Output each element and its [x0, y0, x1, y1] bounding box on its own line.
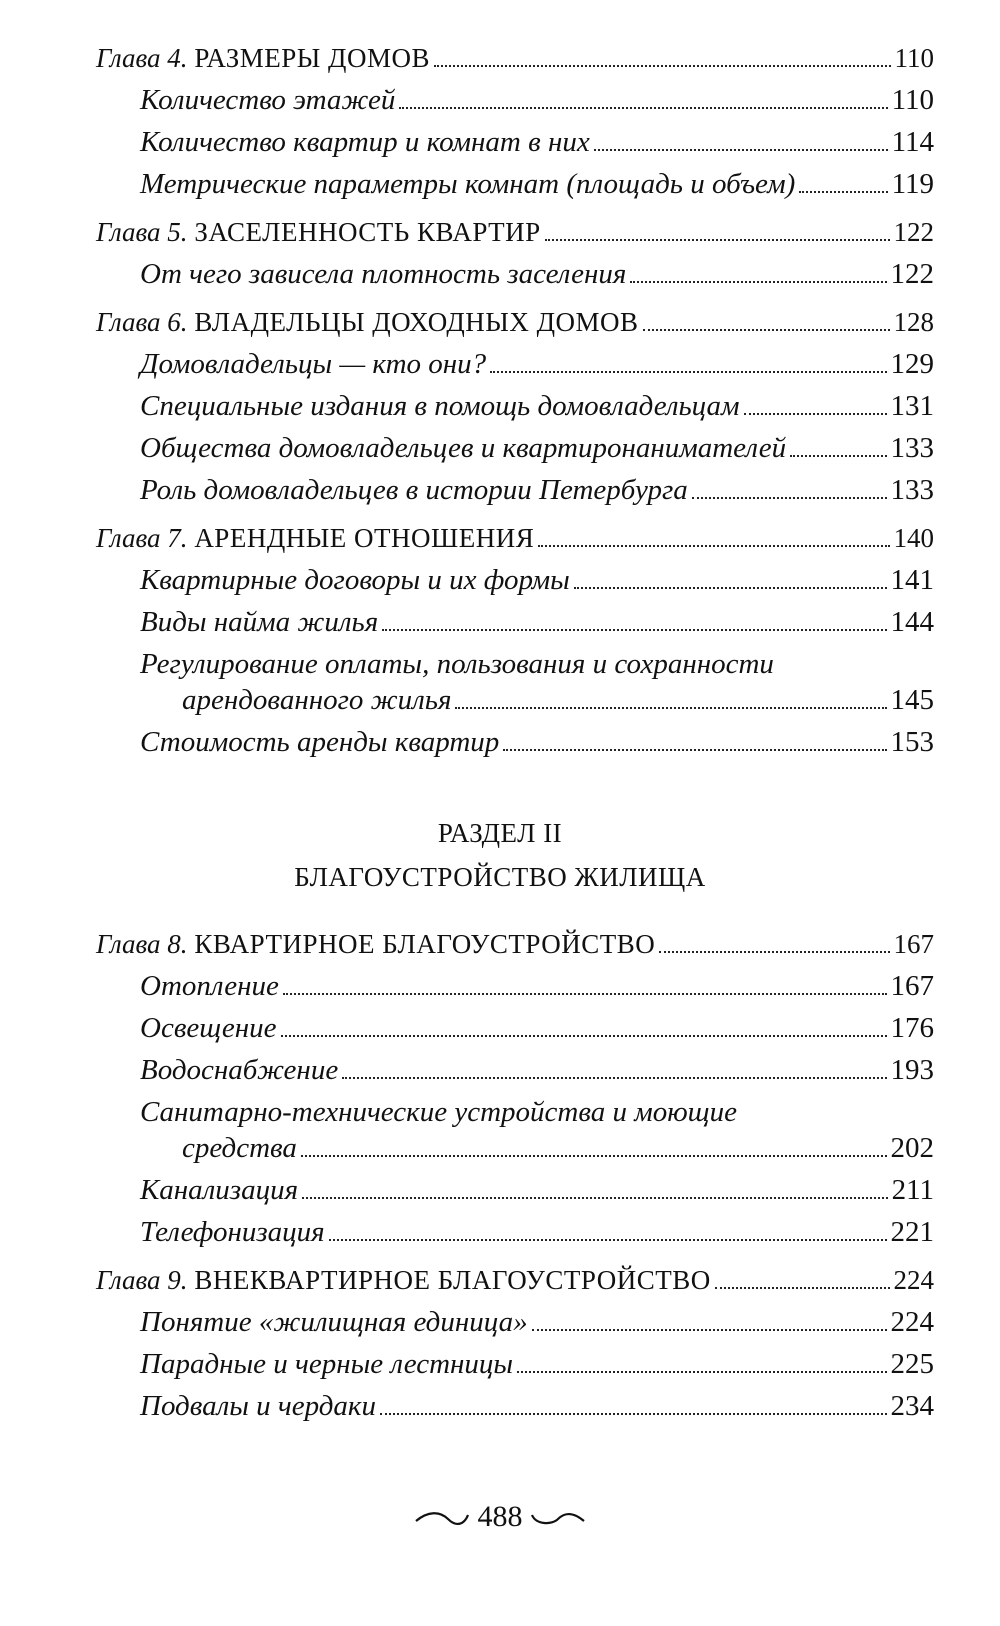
toc-chapter-entry — [96, 1262, 934, 1298]
entry-title-continuation: средства — [182, 1132, 297, 1164]
toc-subsection-entry — [96, 1388, 934, 1424]
toc-chapter-entry — [96, 214, 934, 250]
subsection-title: Стоимость аренды квартир — [140, 726, 500, 758]
toc-subsection-entry — [96, 388, 934, 424]
dot-leader — [434, 65, 891, 67]
page-number: 488 — [477, 1500, 523, 1533]
subsection-title: Водоснабжение — [140, 1054, 339, 1086]
subsection-title: Роль домовладельцев в истории Петербурга — [140, 474, 688, 506]
page-number-ref: 221 — [890, 1216, 934, 1248]
chapter-heading — [96, 304, 639, 340]
toc-chapter-entry — [96, 926, 934, 962]
dot-leader — [594, 149, 888, 151]
toc-subsection-entry — [96, 604, 934, 640]
page-number-ref: 110 — [894, 43, 934, 73]
toc-entry — [96, 1094, 934, 1166]
left-swash-ornament — [414, 1509, 470, 1529]
page-number-ref: 122 — [890, 258, 934, 290]
toc-subsection-entry — [96, 1214, 934, 1250]
page-number-ref: 225 — [890, 1348, 934, 1380]
section-label: РАЗДЕЛ II — [437, 818, 563, 848]
table-of-contents-part-2 — [96, 926, 934, 1430]
toc-subsection-entry — [96, 724, 934, 760]
page-number-ref: 224 — [890, 1306, 934, 1338]
chapter-label: Глава 5. — [96, 217, 188, 247]
chapter-label: Глава 7. — [96, 523, 188, 553]
page-number-ref: 234 — [890, 1390, 934, 1422]
dot-leader — [545, 239, 890, 241]
page-number-ref: 129 — [890, 348, 934, 380]
chapter-label: Глава 4. — [96, 43, 188, 73]
page-number-ref: 141 — [890, 564, 934, 596]
subsection-title: Общества домовладельцев и квартиронанимателей — [140, 432, 787, 464]
chapter-heading — [96, 926, 655, 962]
page-number-ref: 193 — [890, 1054, 934, 1086]
subsection-title: Телефонизация — [140, 1216, 325, 1248]
dot-leader — [342, 1077, 886, 1079]
page-number-ref: 144 — [890, 606, 934, 638]
chapter-title: ВНЕКВАРТИРНОЕ БЛАГОУСТРОЙСТВО — [194, 1265, 711, 1295]
toc-subsection-entry — [96, 166, 934, 202]
subsection-title: Канализация — [140, 1174, 299, 1206]
toc-entry — [96, 646, 934, 718]
dot-leader — [490, 371, 886, 373]
subsection-title: От чего зависела плотность заселения — [140, 258, 627, 290]
toc-subsection-entry — [96, 1010, 934, 1046]
dot-leader — [283, 993, 887, 995]
subsection-title: Метрические параметры комнат (площадь и объем) — [140, 168, 796, 200]
subsection-title: Домовладельцы — кто они? — [140, 348, 487, 380]
chapter-title: ВЛАДЕЛЬЦЫ ДОХОДНЫХ ДОМОВ — [194, 307, 639, 337]
subsection-title: Квартирные договоры и их формы — [140, 564, 570, 596]
chapter-heading — [96, 40, 430, 76]
dot-leader — [538, 545, 889, 547]
entry-title-line-1: Регулирование оплаты, пользования и сохранности — [140, 648, 774, 680]
chapter-heading — [96, 214, 541, 250]
chapter-title: РАЗМЕРЫ ДОМОВ — [194, 43, 430, 73]
subsection-title: Парадные и черные лестницы — [140, 1348, 514, 1380]
page-number-ref: 167 — [890, 970, 934, 1002]
dot-leader — [643, 329, 890, 331]
dot-leader — [532, 1329, 887, 1331]
toc-subsection-entry — [96, 82, 934, 118]
subsection-title: Количество этажей — [140, 84, 396, 116]
subsection-title: Понятие «жилищная единица» — [140, 1306, 528, 1338]
page-number-ref: 145 — [890, 684, 934, 716]
page-number-ref: 153 — [890, 726, 934, 758]
chapter-title: АРЕНДНЫЕ ОТНОШЕНИЯ — [194, 523, 535, 553]
dot-leader — [455, 707, 886, 709]
dot-leader — [715, 1287, 890, 1289]
dot-leader — [692, 497, 887, 499]
page-number-ref: 122 — [893, 217, 934, 247]
toc-subsection-entry — [96, 968, 934, 1004]
subsection-title: Освещение — [140, 1012, 277, 1044]
dot-leader — [630, 281, 886, 283]
subsection-title: Специальные издания в помощь домовладельцам — [140, 390, 740, 422]
toc-chapter-entry — [96, 304, 934, 340]
dot-leader — [799, 191, 887, 193]
page-number-ref: 167 — [893, 929, 934, 959]
chapter-heading — [96, 520, 534, 556]
chapter-title: КВАРТИРНОЕ БЛАГОУСТРОЙСТВО — [194, 929, 656, 959]
toc-subsection-entry — [96, 472, 934, 508]
dot-leader — [380, 1413, 887, 1415]
dot-leader — [790, 455, 886, 457]
subsection-title: Виды найма жилья — [140, 606, 379, 638]
page-number-ref: 202 — [890, 1132, 934, 1164]
chapter-heading — [96, 1262, 711, 1298]
subsection-title: Количество квартир и комнат в них — [140, 126, 590, 158]
entry-title-line-1: Санитарно-технические устройства и моющие — [140, 1096, 737, 1128]
toc-subsection-entry — [96, 1052, 934, 1088]
toc-subsection-entry — [96, 1304, 934, 1340]
dot-leader — [301, 1155, 887, 1157]
chapter-title: ЗАСЕЛЕННОСТЬ КВАРТИР — [194, 217, 541, 247]
dot-leader — [329, 1239, 887, 1241]
page-number-ref: 114 — [891, 126, 934, 158]
chapter-label: Глава 6. — [96, 307, 188, 337]
page-number-ref: 224 — [893, 1265, 934, 1295]
toc-subsection-entry — [96, 1346, 934, 1382]
page-number-ref: 133 — [890, 474, 934, 506]
toc-chapter-entry — [96, 40, 934, 76]
page-number-ref: 110 — [891, 84, 934, 116]
page-number-ref: 119 — [891, 168, 934, 200]
page-number-ref: 211 — [891, 1174, 934, 1206]
page-footer — [0, 1500, 1000, 1534]
chapter-label: Глава 9. — [96, 1265, 188, 1295]
dot-leader — [517, 1371, 886, 1373]
page-number-ref: 140 — [893, 523, 934, 553]
dot-leader — [503, 749, 886, 751]
table-of-contents-part-1 — [96, 40, 934, 766]
subsection-title: Подвалы и чердаки — [140, 1390, 376, 1422]
dot-leader — [744, 413, 887, 415]
dot-leader — [302, 1197, 887, 1199]
page-number-ref: 176 — [890, 1012, 934, 1044]
page-number-ref: 128 — [893, 307, 934, 337]
dot-leader — [399, 107, 887, 109]
dot-leader — [574, 587, 887, 589]
toc-chapter-entry — [96, 520, 934, 556]
page-number-ref: 133 — [890, 432, 934, 464]
subsection-title: Отопление — [140, 970, 279, 1002]
entry-title-line-2 — [140, 682, 934, 718]
right-swash-ornament — [530, 1509, 586, 1529]
toc-subsection-entry — [96, 562, 934, 598]
dot-leader — [281, 1035, 887, 1037]
toc-subsection-entry — [96, 346, 934, 382]
dot-leader — [382, 629, 886, 631]
entry-title-continuation: арендованного жилья — [182, 684, 452, 716]
toc-subsection-entry — [96, 430, 934, 466]
toc-subsection-entry — [96, 124, 934, 160]
section-title: БЛАГОУСТРОЙСТВО ЖИЛИЩА — [294, 862, 706, 892]
toc-subsection-entry — [96, 256, 934, 292]
toc-subsection-entry — [96, 1172, 934, 1208]
entry-title-line-2 — [140, 1130, 934, 1166]
dot-leader — [659, 951, 889, 953]
chapter-label: Глава 8. — [96, 929, 188, 959]
page-number-ref: 131 — [890, 390, 934, 422]
